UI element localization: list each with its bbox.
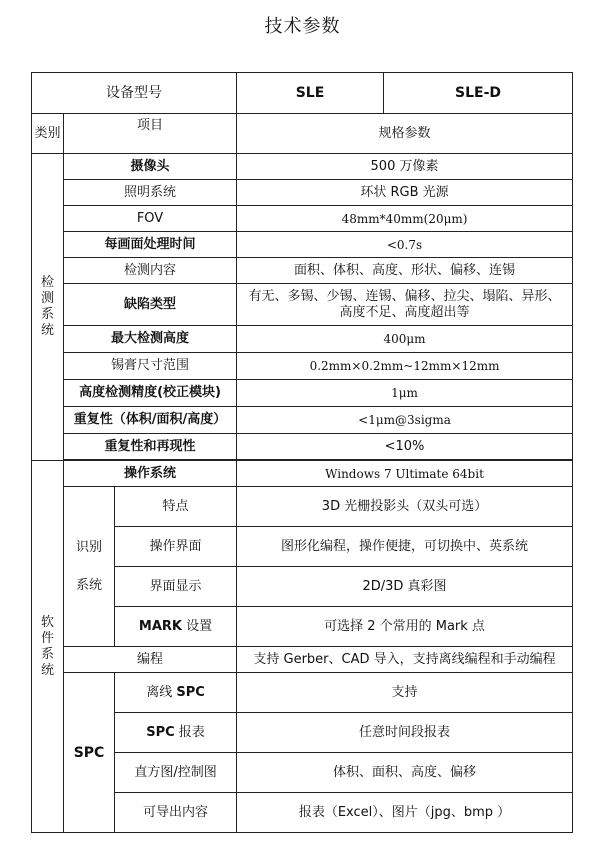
row-item: 重复性（体积/面积/高度） xyxy=(64,407,237,434)
row-item xyxy=(115,607,237,647)
row-value: 2D/3D 真彩图 xyxy=(237,567,573,607)
row-value: 体积、面积、高度、偏移 xyxy=(237,753,573,793)
row-item-text: 报表 xyxy=(174,724,205,740)
row-item: 锡膏尺寸范围 xyxy=(64,353,237,380)
row-item: 操作系统 xyxy=(64,461,237,487)
row-item-text: 离线 xyxy=(146,684,177,700)
row-value-line: 有无、多锡、少锡、连锡、偏移、拉尖、塌陷、异形、 xyxy=(248,288,561,304)
model-sle: SLE xyxy=(237,73,384,114)
row-value-line: 高度不足、高度超出等 xyxy=(339,304,470,320)
recognition-group: 识别 系统 xyxy=(64,487,115,647)
row-item: 操作界面 xyxy=(115,527,237,567)
category-detection: 检 测 系 统 xyxy=(32,154,64,461)
table-row xyxy=(32,154,573,180)
table-row xyxy=(32,673,573,713)
row-value: Windows 7 Ultimate 64bit xyxy=(237,461,573,487)
column-header-row xyxy=(32,114,573,154)
row-value: 图形化编程，操作便捷，可切换中、英系统 xyxy=(237,527,573,567)
row-item xyxy=(115,673,237,713)
row-item: 特点 xyxy=(115,487,237,527)
table-row xyxy=(32,647,573,673)
row-value: 环状 RGB 光源 xyxy=(237,180,573,206)
row-item: 摄像头 xyxy=(64,154,237,180)
page-title: 技术参数 xyxy=(264,16,341,37)
row-item: 每画面处理时间 xyxy=(64,232,237,258)
spc-group: SPC xyxy=(64,673,115,833)
table-row xyxy=(32,180,573,206)
header-row xyxy=(32,73,573,114)
row-value: 3D 光栅投影头（双头可选） xyxy=(237,487,573,527)
model-sle-d: SLE-D xyxy=(384,73,573,114)
table-row xyxy=(32,232,573,258)
row-value: 1μm xyxy=(237,380,573,407)
table-row xyxy=(32,326,573,353)
row-value: <1μm@3sigma xyxy=(237,407,573,434)
model-label: 设备型号 xyxy=(32,73,237,114)
category-software: 软 件 系 统 xyxy=(32,461,64,833)
table-row xyxy=(32,407,573,434)
row-value: 可选择 2 个常用的 Mark 点 xyxy=(237,607,573,647)
spec-header: 规格参数 xyxy=(237,114,573,154)
row-value: <0.7s xyxy=(237,232,573,258)
row-item: 可导出内容 xyxy=(115,793,237,833)
row-item-bold: SPC xyxy=(146,724,175,740)
row-item-bold: SPC xyxy=(176,684,205,700)
row-value: 支持 Gerber、CAD 导入，支持离线编程和手动编程 xyxy=(237,647,573,673)
row-value: 支持 xyxy=(237,673,573,713)
table-row xyxy=(32,258,573,284)
row-value: 报表（Excel）、图片（jpg、bmp ） xyxy=(237,793,573,833)
table-row xyxy=(32,353,573,380)
row-item: FOV xyxy=(64,206,237,232)
row-value: 面积、体积、高度、形状、偏移、连锡 xyxy=(237,258,573,284)
row-value: 500 万像素 xyxy=(237,154,573,180)
row-item-rest: 设置 xyxy=(181,618,213,634)
row-item: 界面显示 xyxy=(115,567,237,607)
category-header: 类别 xyxy=(32,114,64,154)
row-item: 缺陷类型 xyxy=(64,284,237,326)
row-item: 检测内容 xyxy=(64,258,237,284)
row-item xyxy=(115,713,237,753)
spec-table xyxy=(31,72,573,833)
table-row xyxy=(32,461,573,487)
table-row xyxy=(32,487,573,527)
row-value: 0.2mm×0.2mm~12mm×12mm xyxy=(237,353,573,380)
row-item: 重复性和再现性 xyxy=(64,434,237,460)
item-header: 项目 xyxy=(64,114,237,154)
row-value: <10% xyxy=(237,434,573,460)
row-item: 最大检测高度 xyxy=(64,326,237,353)
row-item: 编程 xyxy=(64,647,237,673)
row-value: 任意时间段报表 xyxy=(237,713,573,753)
row-value: 48mm*40mm(20μm) xyxy=(237,206,573,232)
row-value: 400μm xyxy=(237,326,573,353)
row-item: 直方图/控制图 xyxy=(115,753,237,793)
table-row xyxy=(32,284,573,326)
table-row xyxy=(32,434,573,460)
row-item: 高度检测精度(校正模块) xyxy=(64,380,237,407)
table-row xyxy=(32,206,573,232)
table-row xyxy=(32,380,573,407)
row-item: 照明系统 xyxy=(64,180,237,206)
row-item-bold: MARK xyxy=(138,618,182,634)
row-value xyxy=(237,284,573,326)
